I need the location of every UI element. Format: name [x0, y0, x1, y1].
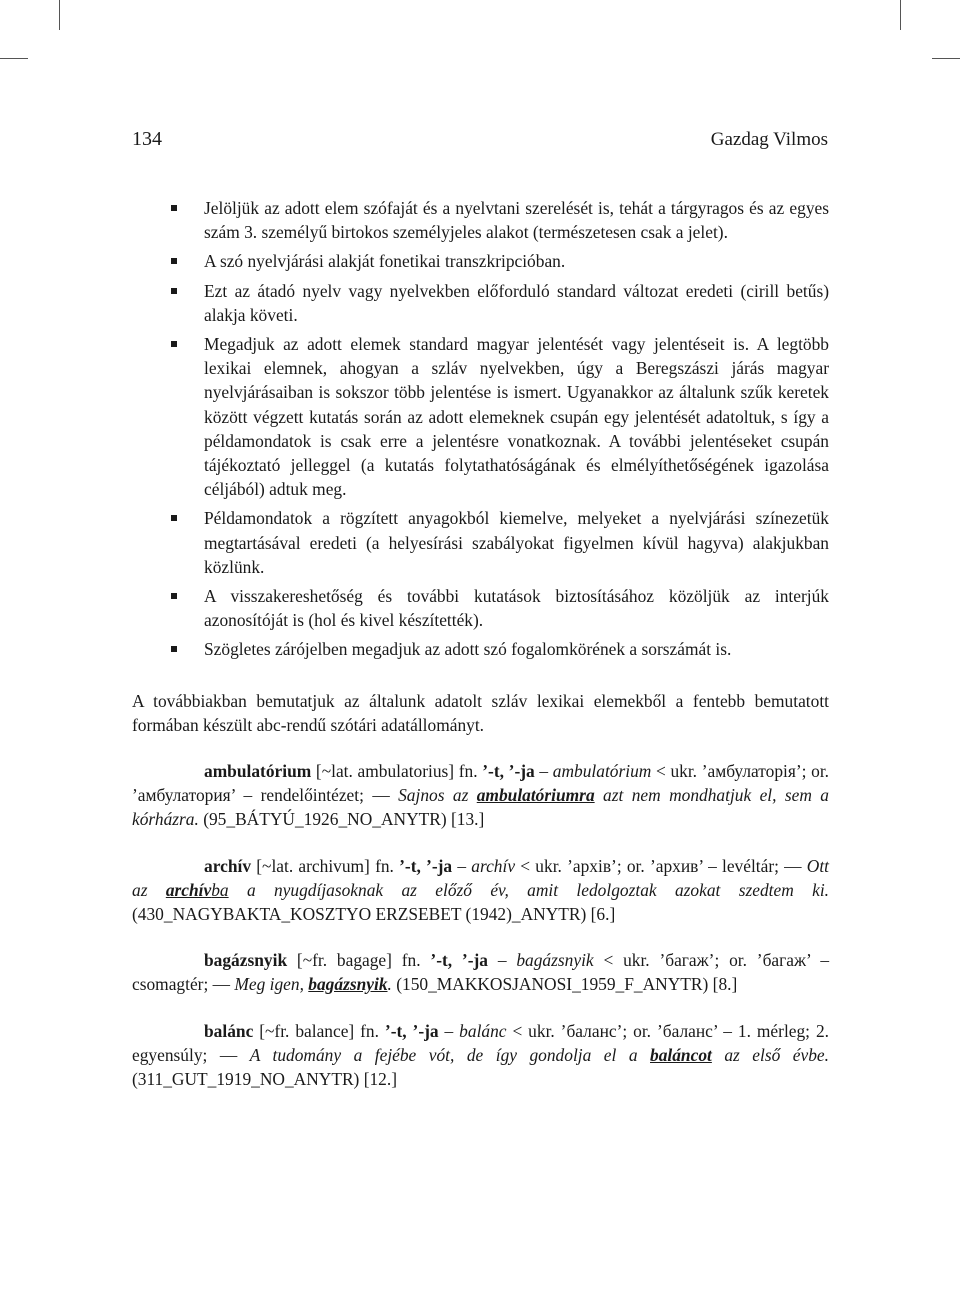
- dialect-form: bagázsnyik: [516, 950, 594, 971]
- square-bullet-icon: [171, 205, 177, 211]
- example-word: bagázsnyik: [308, 974, 388, 995]
- headword: ambulatórium: [204, 761, 312, 782]
- running-head: Gazdag Vilmos: [710, 129, 828, 150]
- forms: ’-t, ’-ja: [482, 761, 535, 782]
- square-bullet-icon: [171, 341, 177, 347]
- square-bullet-icon: [171, 646, 177, 652]
- list-item: Jelöljük az adott elem szófaját és a nyelvtani szerelését is, tehát a tárgyragos és az egyes szám 3. személyű birtokos személyjeles alakot (természetesen csak a jelet).: [132, 196, 829, 244]
- source: (430_NAGYBAKTA_KOSZTYO ERZSEBET (1942)_ANYTR) [6.]: [132, 904, 616, 925]
- headword: bagázsnyik: [204, 950, 288, 971]
- square-bullet-icon: [171, 593, 177, 599]
- forms: ’-t, ’-ja: [399, 855, 453, 876]
- example-word: ambulatóriumra: [476, 785, 595, 806]
- crop-mark: [59, 0, 60, 30]
- list-item: Ezt az átadó nyelv vagy nyelvekben előforduló standard változat eredeti (cirill betűs) alakja követi.: [132, 279, 829, 327]
- square-bullet-icon: [171, 288, 177, 294]
- list-item: A visszakereshetőség és további kutatások biztosításához közöljük az interjúk azonosítóját is (hol és kivel készítették).: [132, 584, 829, 632]
- example-word: baláncot: [650, 1044, 712, 1065]
- list-item: Szögletes zárójelben megadjuk az adott szó fogalomkörének a sorszámát is.: [132, 637, 829, 661]
- dialect-form: archív: [471, 855, 516, 876]
- list-item: Példamondatok a rögzített anyagokból kiemelve, melyeket a nyelvjárási színezetük megtartásával eredeti (a helyesírási szabályokat figyelmen kívül hagyva) alakjukban közlünk.: [132, 506, 829, 579]
- dictionary-entry: ambulatórium [~lat. ambulatorius] fn. ’-t, ’-ja – ambulatórium < ukr. ’амбулаторія’; or. ’амбулатория’ – rendelőintézet; — Sajnos az ambulatóriumra azt nem mondhatjuk el, sem a kórházra. (95_BÁTYÚ_1926_NO_ANYTR) [13.]: [132, 761, 830, 830]
- forms: ’-t, ’-ja: [430, 950, 489, 971]
- headword: balánc: [204, 1020, 254, 1041]
- intro-paragraph: A továbbiakban bemutatjuk az általunk adatolt szláv lexikai elemekből a fentebb bemutatott formában készült abc-rendű szótári adatállományt.: [132, 690, 829, 735]
- page-body: [132, 196, 829, 1091]
- page-number: 134: [132, 128, 162, 150]
- dictionary-entry: bagázsnyik [~fr. bagage] fn. ’-t, ’-ja – bagázsnyik < ukr. ’багаж’; or. ’багаж’ – csomagtér; — Meg igen, bagázsnyik. (150_MAKKOSJANOSI_1959_F_ANYTR) [8.]: [132, 950, 830, 995]
- headword: archív: [204, 855, 252, 876]
- source: (311_GUT_1919_NO_ANYTR) [12.]: [132, 1069, 398, 1090]
- list-item: A szó nyelvjárási alakját fonetikai transzkripcióban.: [132, 249, 829, 273]
- dictionary-entry: balánc [~fr. balance] fn. ’-t, ’-ja – balánc < ukr. ’баланс’; or. ’баланс’ – 1. mérleg; 2. egyensúly; — A tudomány a fejébe vót, de így gondolja el a baláncot az első évbe. (311_GUT_1919_NO_ANYTR) [12.]: [132, 1020, 829, 1090]
- forms: ’-t, ’-ja: [384, 1020, 439, 1041]
- crop-mark: [0, 58, 28, 59]
- crop-mark: [900, 0, 901, 30]
- dictionary-entry: archív [~lat. archivum] fn. ’-t, ’-ja – archív < ukr. ’архів’; or. ’архив’ – levéltár; — Ott az archívba a nyugdíjasoknak az előző év, amit ledolgoztak azokat szedtem ki. (430_NAGYBAKTA_KOSZTYO ERZSEBET (1942)_ANYTR) [6.]: [132, 855, 830, 925]
- rules-list: [132, 196, 829, 662]
- square-bullet-icon: [171, 258, 177, 264]
- source: (150_MAKKOSJANOSI_1959_F_ANYTR) [8.]: [391, 974, 738, 995]
- dialect-form: balánc: [459, 1020, 507, 1041]
- source: (95_BÁTYÚ_1926_NO_ANYTR) [13.]: [198, 809, 485, 830]
- example-word: archív: [165, 879, 212, 900]
- page-header: [132, 128, 828, 151]
- list-item: Megadjuk az adott elemek standard magyar jelentését vagy jelentéseit is. A legtöbb lexikai elemnek, ahogyan a szláv nyelvekben, úgy a Beregszászi járás magyar nyelvjárásaiban is sokszor több jelentése is ismert. Ugyanakkor az általunk szűk keretek között végzett kutatás során az adott elemeknek csupán egy jelentését adatoltuk, s így a példamondatok is csak erre a jelentésre vonatkoznak. A további jelentéseket csupán tájékoztató jelleggel (a kutatás folytathatóságának és elmélyíthetőségének igazolása céljából) adtuk meg.: [132, 332, 829, 501]
- crop-mark: [932, 58, 960, 59]
- dialect-form: ambulatórium: [552, 761, 652, 782]
- square-bullet-icon: [171, 515, 177, 521]
